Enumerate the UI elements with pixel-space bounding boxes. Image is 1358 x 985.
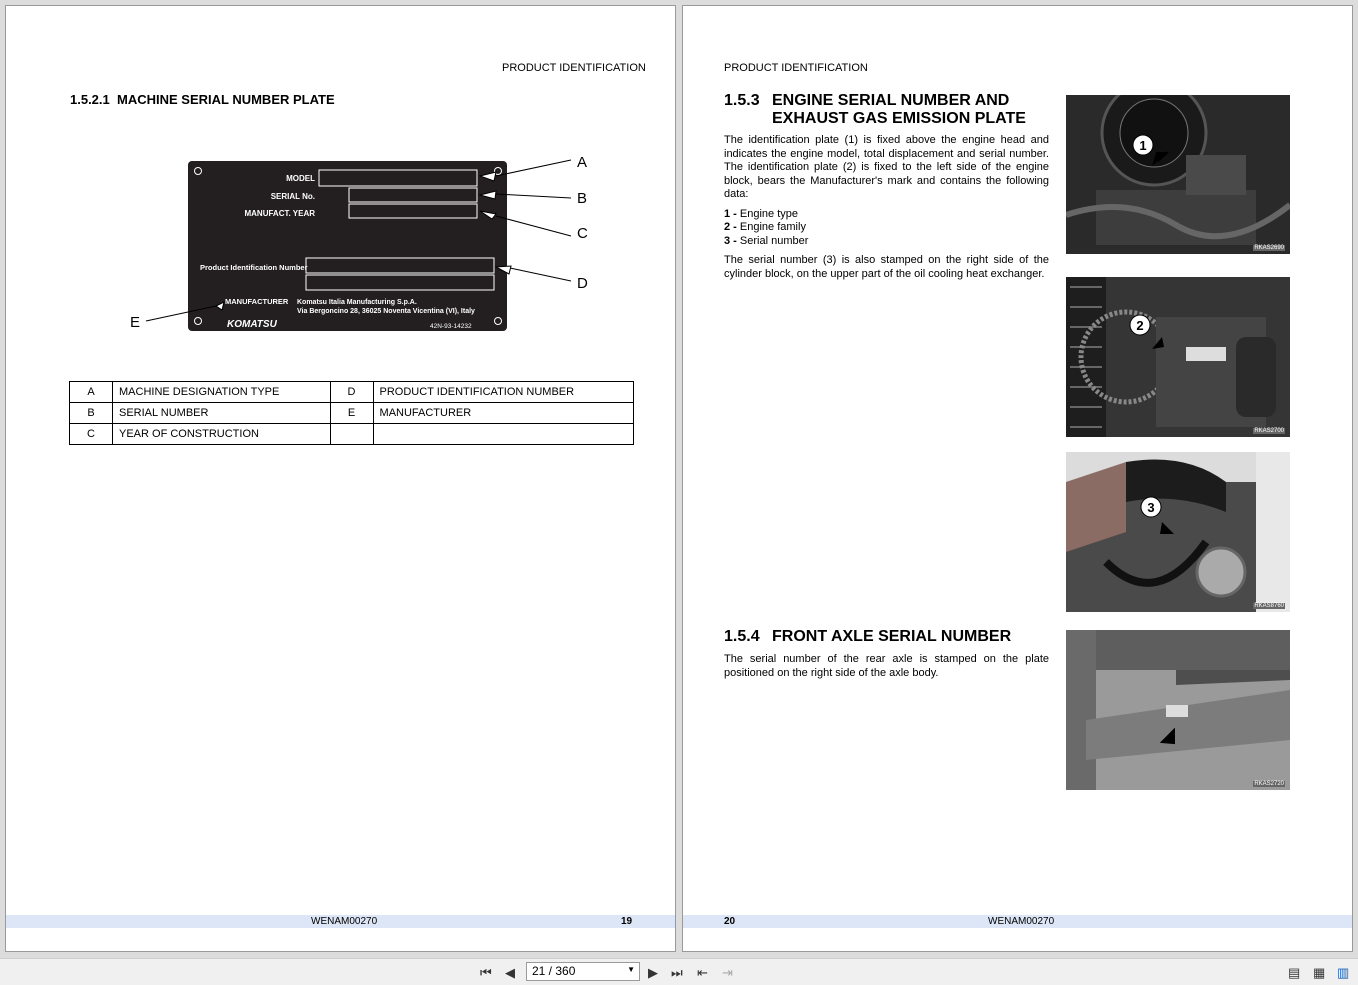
plate-serial-label: SERIAL No. [270, 192, 315, 201]
legend-value: YEAR OF CONSTRUCTION [113, 424, 331, 445]
list-item: 2 - Engine family [724, 221, 806, 233]
page-footer [683, 915, 1352, 928]
section-heading [724, 628, 760, 646]
legend-key [330, 424, 373, 445]
section-heading [70, 92, 335, 107]
paragraph: The serial number of the rear axle is stamped on the plate positioned on the right side of the axle body. [724, 653, 1049, 679]
right-page [682, 5, 1353, 952]
table-row [70, 382, 634, 403]
callout-e: E [130, 314, 141, 331]
callout-c: C [577, 225, 588, 242]
legend-value: SERIAL NUMBER [113, 403, 331, 424]
footer-page-number: 19 [621, 916, 633, 927]
section-title [772, 92, 1026, 128]
engine-photo-3 [1066, 452, 1290, 612]
legend-value: MACHINE DESIGNATION TYPE [113, 382, 331, 403]
footer-page-number: 20 [724, 916, 736, 927]
viewer-toolbar [0, 958, 1358, 985]
page-footer [6, 915, 675, 928]
footer-doc-code: WENAM00270 [311, 916, 378, 927]
section-number: 1.5.3 [724, 92, 760, 109]
axle-photo [1066, 630, 1290, 790]
section-title: MACHINE SERIAL NUMBER PLATE [117, 92, 335, 107]
plate-address-1: Komatsu Italia Manufacturing S.p.A. [297, 299, 417, 306]
go-back-view-icon[interactable]: ⇤ [697, 965, 708, 980]
legend-value: PRODUCT IDENTIFICATION NUMBER [373, 382, 633, 403]
page-header: PRODUCT IDENTIFICATION [724, 62, 868, 74]
plate-address-2: Via Bergoncino 28, 36025 Noventa Vicentina (VI), Italy [297, 308, 475, 315]
last-page-icon[interactable]: ⏭ [671, 965, 683, 980]
legend-value: MANUFACTURER [373, 403, 633, 424]
photo-label: 3 [1147, 500, 1155, 515]
plate-year-label: MANUFACT. YEAR [244, 209, 315, 218]
paragraph: The identification plate (1) is fixed above the engine head and indicates the engine model, total displacement and serial number. The identification plate (2) is fixed to the left side of the engine block, bears the Manufacturer's mark and contains the following data: [724, 134, 1049, 200]
photo-code: RKAS8760 [1254, 603, 1284, 609]
photo-code: RKAS2720 [1254, 781, 1284, 787]
two-page-view-icon[interactable]: ▥ [1337, 965, 1350, 980]
page-header: PRODUCT IDENTIFICATION [502, 62, 646, 74]
data-list [724, 208, 1049, 249]
plate-code: 42N-93-14232 [430, 323, 472, 330]
section-body [724, 653, 1049, 686]
first-page-icon[interactable]: ⏮ [480, 965, 492, 980]
photo-label: 2 [1136, 318, 1144, 333]
page-number-value: 21 / 360 [532, 964, 576, 978]
plate-manufacturer-label: MANUFACTURER [225, 297, 289, 306]
photo-label: 1 [1139, 138, 1147, 153]
footer-doc-code: WENAM00270 [988, 916, 1055, 927]
legend-key: A [70, 382, 113, 403]
callout-a: A [577, 154, 588, 171]
callout-b: B [577, 190, 588, 207]
list-item: 3 - Serial number [724, 234, 809, 247]
legend-key: E [330, 403, 373, 424]
page-number-select[interactable] [526, 962, 640, 981]
legend-key: C [70, 424, 113, 445]
left-page [5, 5, 676, 952]
callout-d: D [577, 275, 588, 292]
legend-key: B [70, 403, 113, 424]
plate-pin-label: Product Identification Number [200, 263, 308, 272]
section-title: FRONT AXLE SERIAL NUMBER [772, 628, 1012, 645]
section-number: 1.5.2.1 [70, 92, 110, 107]
plate-brand-logo: KOMATSU [227, 319, 277, 330]
legend-value [373, 424, 633, 445]
section-number: 1.5.4 [724, 628, 760, 645]
section-title-line-2: EXHAUST GAS EMISSION PLATE [772, 110, 1026, 127]
table-row [70, 424, 634, 445]
go-forward-view-icon[interactable]: ⇥ [722, 965, 733, 980]
paragraph: The serial number (3) is also stamped on the right side of the cylinder block, on the upper part of the oil cooling heat exchanger. [724, 254, 1049, 280]
serial-plate-figure [116, 146, 616, 346]
previous-page-icon[interactable]: ◀ [505, 965, 515, 980]
continuous-view-icon[interactable]: ▦ [1313, 965, 1326, 980]
table-row [70, 403, 634, 424]
list-item: 1 - Engine type [724, 207, 799, 220]
next-page-icon[interactable]: ▶ [648, 965, 658, 980]
engine-photo-2 [1066, 277, 1290, 437]
legend-table [69, 381, 634, 445]
photo-code: RKAS2700 [1254, 428, 1284, 434]
chevron-down-icon: ▼ [627, 965, 635, 974]
legend-key: D [330, 382, 373, 403]
single-page-view-icon[interactable]: ▤ [1288, 965, 1301, 980]
photo-code: RKAS2690 [1254, 245, 1284, 251]
section-title-line-1: ENGINE SERIAL NUMBER AND [772, 92, 1010, 109]
section-heading [724, 92, 760, 110]
section-body [724, 134, 1049, 287]
plate-model-label: MODEL [286, 174, 315, 183]
engine-photo-1 [1066, 95, 1290, 254]
